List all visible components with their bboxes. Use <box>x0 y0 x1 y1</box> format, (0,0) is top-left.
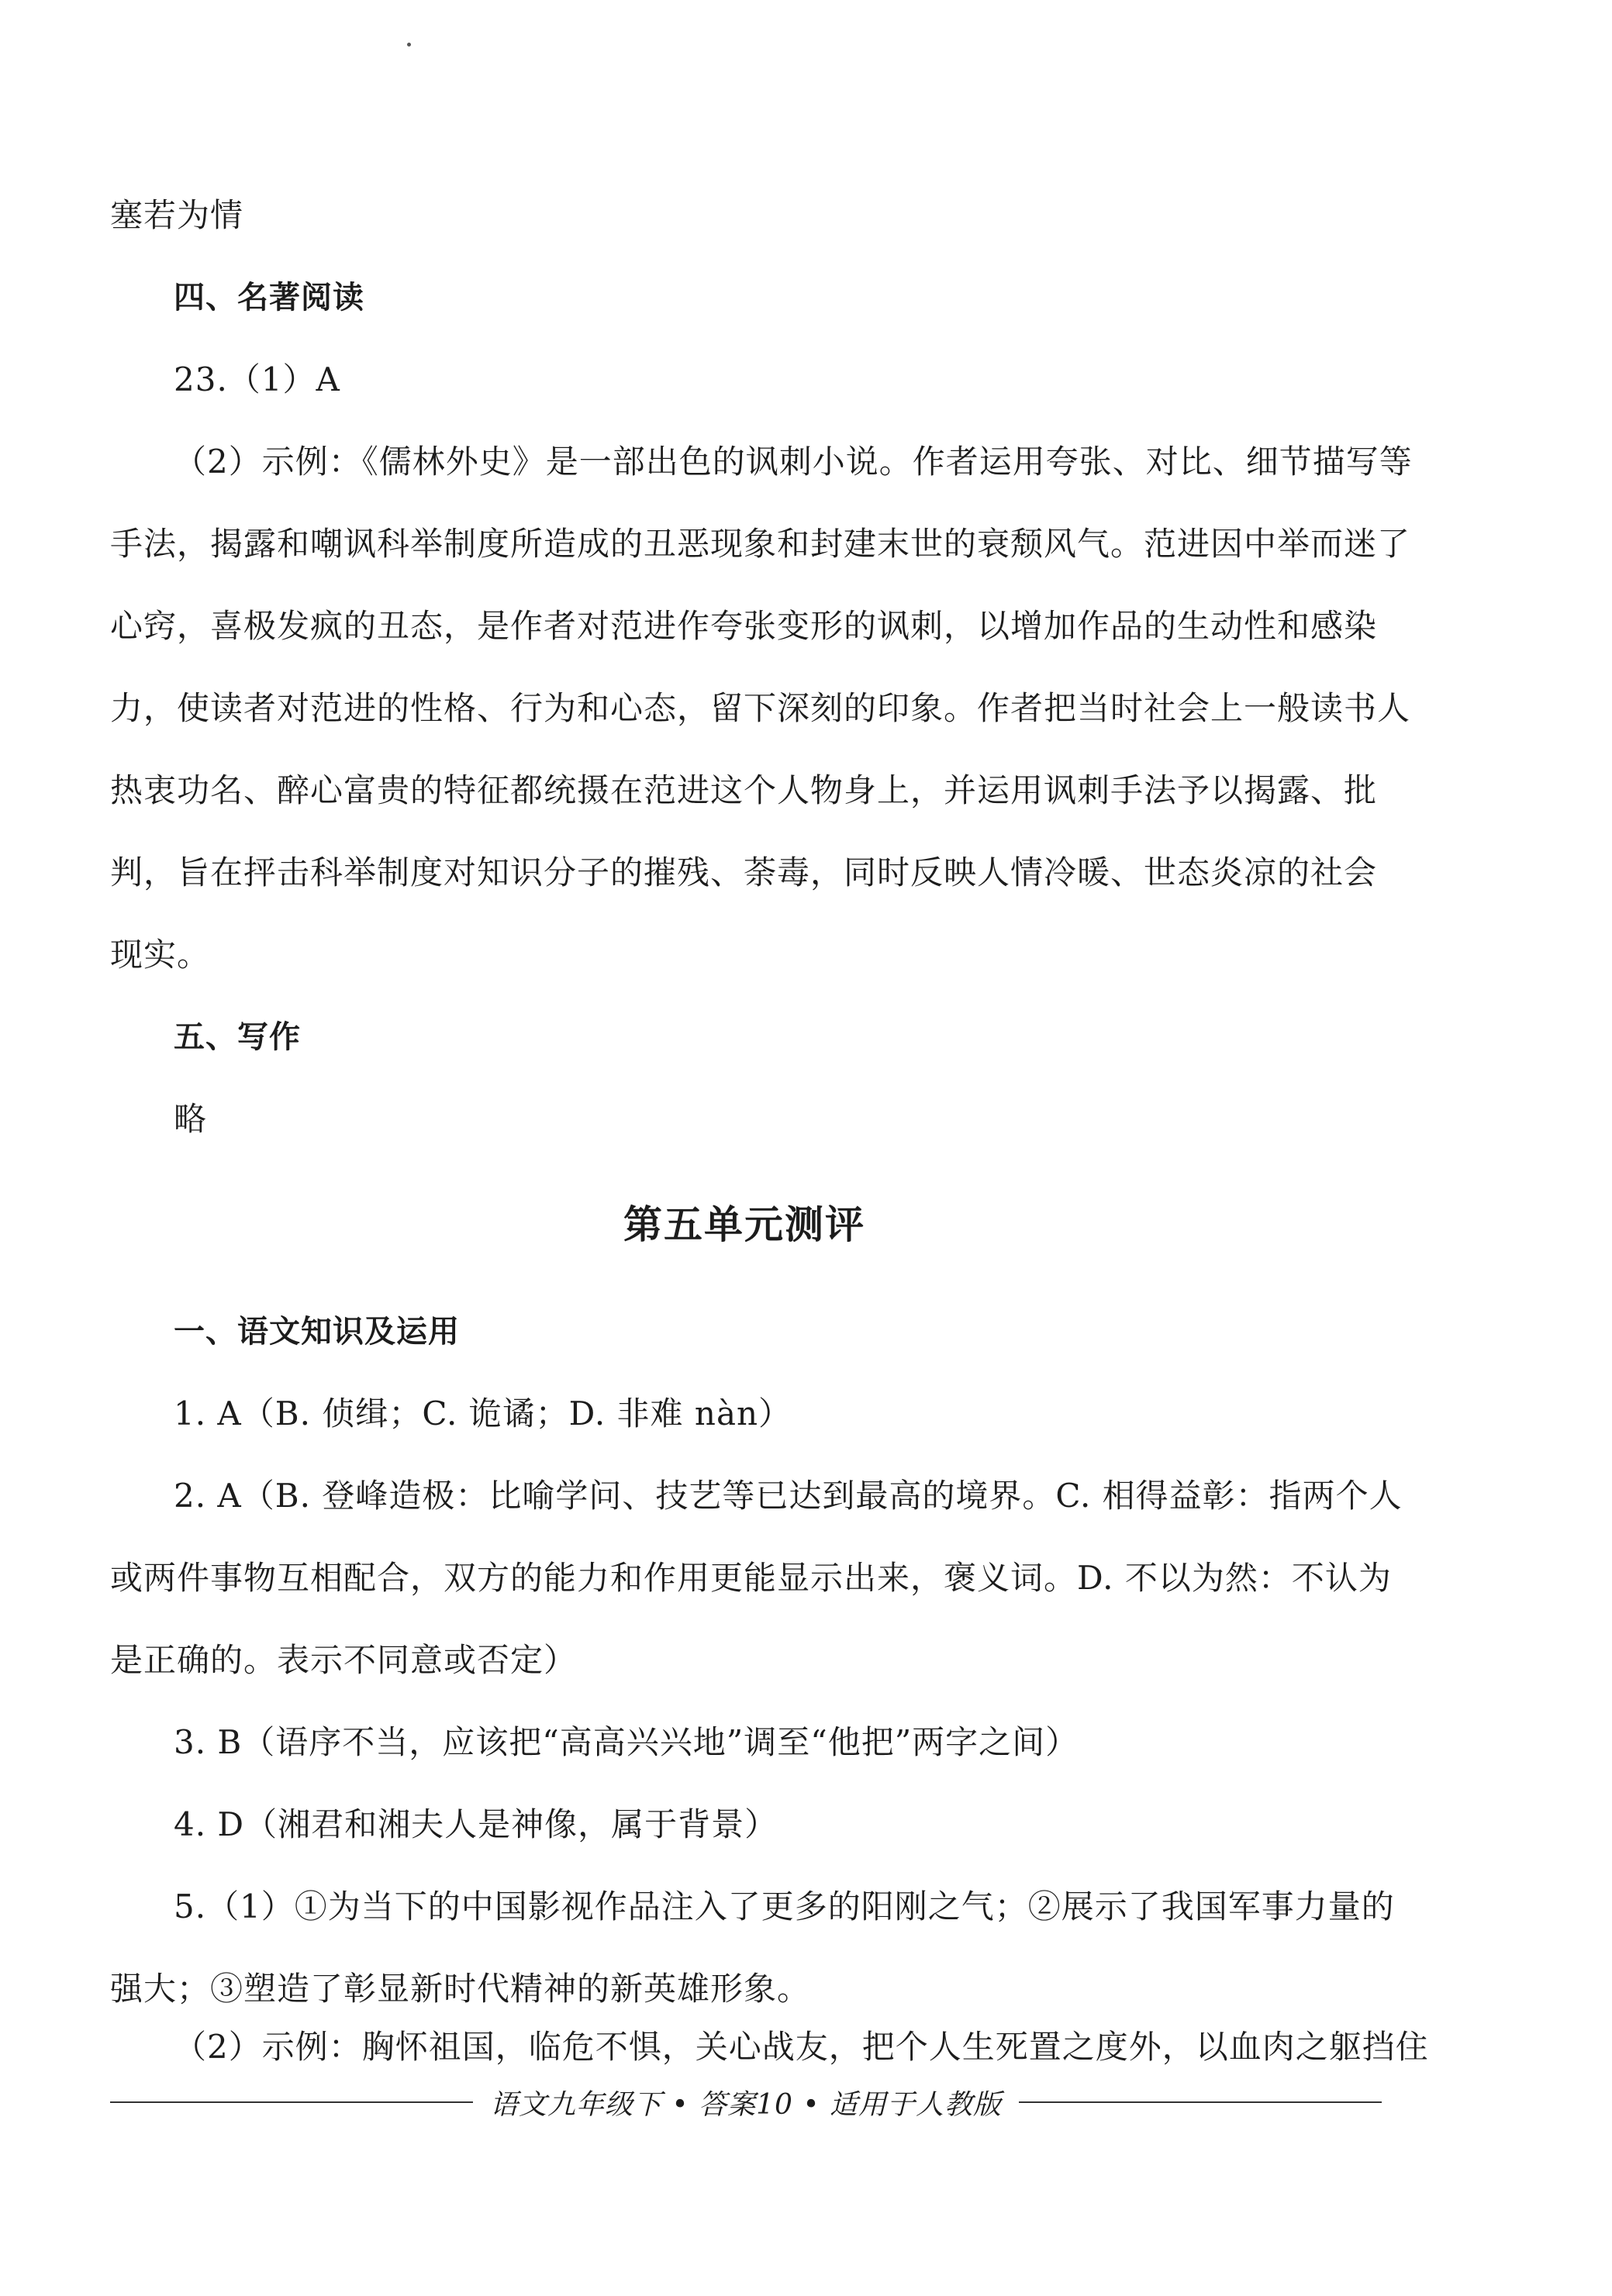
text-line: 4. D（湘君和湘夫人是神像，属于背景） <box>174 1805 778 1843</box>
section-heading-writing: 五、写作 <box>174 1019 301 1055</box>
scan-speck <box>407 43 411 47</box>
section-heading-language: 一、语文知识及运用 <box>174 1314 460 1350</box>
text-line: （2）示例：《儒林外史》是一部出色的讽刺小说。作者运用夸张、对比、细节描写等 <box>174 443 1413 481</box>
text-line: 2. A（B. 登峰造极：比喻学问、技艺等已达到最高的境界。C. 相得益彰：指两个人 <box>174 1477 1403 1515</box>
text-line: 5.（1）①为当下的中国影视作品注入了更多的阳刚之气；②展示了我国军事力量的 <box>174 1887 1395 1925</box>
text-line: 强大；③塑造了彰显新时代精神的新英雄形象。 <box>110 1970 811 2008</box>
page-title: 第五单元测评 <box>623 1202 865 1247</box>
text-line: 判，旨在抨击科举制度对知识分子的摧残、荼毒，同时反映人情冷暖、世态炎凉的社会 <box>110 853 1378 891</box>
text-line: 现实。 <box>110 936 211 974</box>
page-footer <box>110 2079 1382 2125</box>
text-line: 23.（1）A <box>174 360 340 398</box>
text-line: 塞若为情 <box>110 196 244 234</box>
text-line: 力，使读者对范进的性格、行为和心态，留下深刻的印象。作者把当时社会上一般读书人 <box>110 689 1411 727</box>
footer-text: 语文九年级下 • 答案10 • 适用于人教版 <box>489 2088 1003 2121</box>
footer-rule-right <box>1019 2101 1382 2103</box>
section-heading-classics: 四、名著阅读 <box>174 280 364 315</box>
text-line: 心窍，喜极发疯的丑态，是作者对范进作夸张变形的讽刺，以增加作品的生动性和感染 <box>110 607 1378 645</box>
footer-rule-left <box>110 2101 473 2103</box>
text-line: 略 <box>174 1100 208 1138</box>
text-line: 是正确的。表示不同意或否定） <box>110 1641 578 1679</box>
text-line: 热衷功名、醉心富贵的特征都统摄在范进这个人物身上，并运用讽刺手法予以揭露、批 <box>110 771 1378 809</box>
text-line: 1. A（B. 侦缉；C. 诡谲；D. 非难 nàn） <box>174 1394 792 1432</box>
text-line: （2）示例：胸怀祖国，临危不惧，关心战友，把个人生死置之度外，以血肉之躯挡住 <box>174 2028 1429 2066</box>
text-line: 手法，揭露和嘲讽科举制度所造成的丑恶现象和封建末世的衰颓风气。范进因中举而迷了 <box>110 525 1411 563</box>
text-line: 3. B（语序不当，应该把“高高兴兴地”调至“他把”两字之间） <box>174 1723 1079 1761</box>
text-line: 或两件事物互相配合，双方的能力和作用更能显示出来，褒义词。D. 不以为然：不认为 <box>110 1559 1392 1597</box>
